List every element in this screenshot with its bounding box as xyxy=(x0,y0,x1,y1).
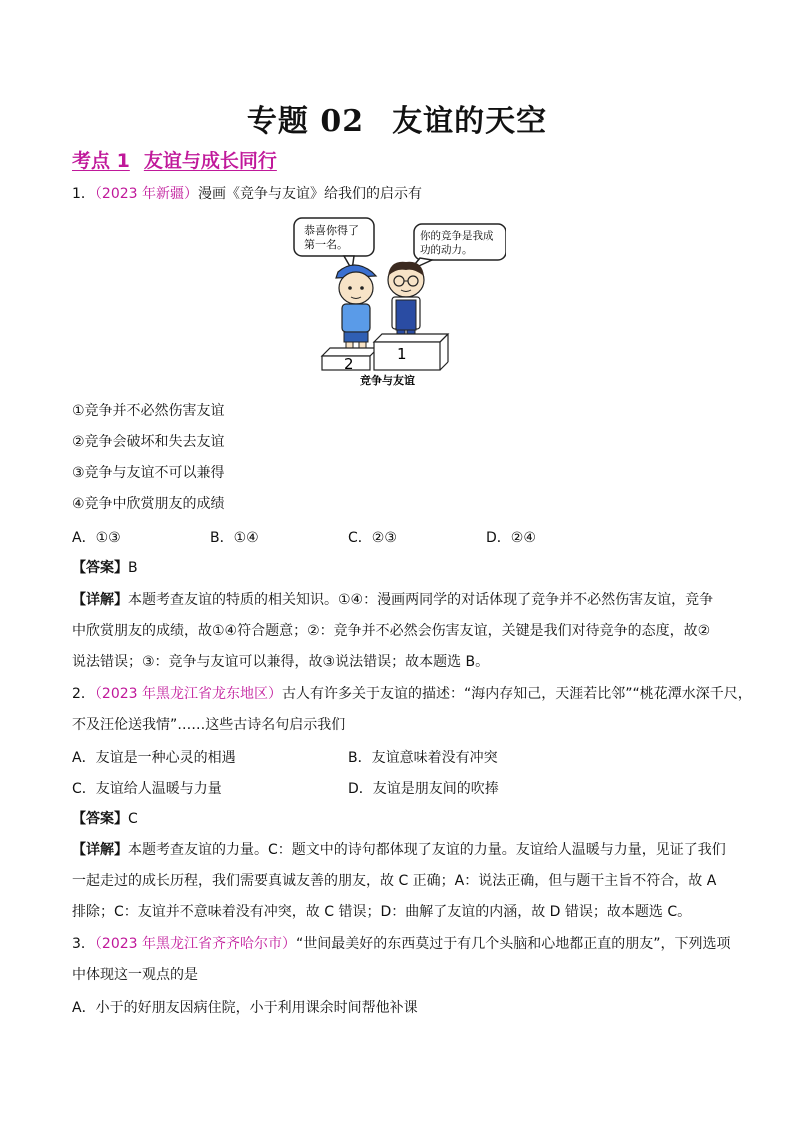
q2-answer-label: 【答案】 xyxy=(72,811,128,827)
q2-option-a: A．友谊是一种心灵的相遇 xyxy=(72,750,236,766)
q1-stem xyxy=(72,184,732,204)
q1-answer-label: 【答案】 xyxy=(72,560,128,576)
page-title xyxy=(0,96,794,140)
q1-statement-3: ③竞争与友谊不可以兼得 xyxy=(72,465,225,481)
title-prefix: 专题 xyxy=(246,104,309,139)
bubble-right-line-2: 功的动力。 xyxy=(420,244,473,256)
q2-detail-text-1: 本题考查友谊的力量。C：题文中的诗句都体现了友谊的力量。友谊给人温暖与力量，见证了我们 xyxy=(128,842,726,858)
q1-source: （2023 年新疆） xyxy=(94,186,199,202)
bubble-left-line-1: 恭喜你得了 xyxy=(304,224,359,237)
section-label: 考点 1 xyxy=(72,150,130,172)
q1-detail-line-2: 中欣赏朋友的成绩，故①④符合题意；②：竞争并不必然会伤害友谊，关键是我们对待竞争的态度，故② xyxy=(72,623,711,639)
q2-answer-value: C xyxy=(128,811,138,827)
q2-number: 2． xyxy=(72,686,95,702)
character-left xyxy=(336,265,376,356)
q1-answer xyxy=(72,558,732,578)
q1-option-c: C．②③ xyxy=(348,530,397,546)
q1-option-b: B．①④ xyxy=(210,530,259,546)
q1-statement-1: ①竞争并不必然伤害友谊 xyxy=(72,403,225,419)
q2-detail-label: 【详解】 xyxy=(72,842,128,858)
q2-option-d: D．友谊是朋友间的吹捧 xyxy=(348,781,499,797)
q1-statement-2: ②竞争会破坏和失去友谊 xyxy=(72,434,225,450)
section-heading xyxy=(72,146,277,173)
q3-stem-line-1 xyxy=(72,934,732,954)
q3-number: 3． xyxy=(72,936,95,952)
q2-stem-line-1 xyxy=(72,684,752,704)
q1-detail-text-1: 本题考查友谊的特质的相关知识。①④：漫画两同学的对话体现了竞争并不必然伤害友谊，竞争 xyxy=(128,592,714,608)
figure-caption: 竞争与友谊 xyxy=(360,374,415,386)
q2-detail-line-1 xyxy=(72,840,732,860)
q2-source: （2023 年黑龙江省龙东地区） xyxy=(94,686,283,702)
q3-stem-line-2: 中体现这一观点的是 xyxy=(72,967,198,983)
q3-source: （2023 年黑龙江省齐齐哈尔市） xyxy=(94,936,297,952)
q1-option-a: A．①③ xyxy=(72,530,121,546)
q2-detail-line-2: 一起走过的成长历程，我们需要真诚友善的朋友，故 C 正确；A：说法正确，但与题干主旨不符合，故 A xyxy=(72,873,717,889)
q2-option-c: C．友谊给人温暖与力量 xyxy=(72,781,222,797)
title-name: 友谊的天空 xyxy=(392,104,548,139)
q1-number: 1． xyxy=(72,186,95,202)
q1-stem-text: 漫画《竞争与友谊》给我们的启示有 xyxy=(198,186,423,202)
title-number: 02 xyxy=(320,104,365,139)
q1-option-d: D．②④ xyxy=(486,530,536,546)
podium xyxy=(322,334,448,370)
q2-answer xyxy=(72,809,732,829)
q2-stem-line-2: 不及汪伦送我情”……这些古诗名句启示我们 xyxy=(72,717,346,733)
q1-detail-label: 【详解】 xyxy=(72,592,128,608)
podium-label-2: 2 xyxy=(344,355,354,373)
q2-stem-text-1: 古人有许多关于友谊的描述：“海内存知己，天涯若比邻”“桃花潭水深千尺， xyxy=(282,686,752,702)
q2-detail-line-3: 排除；C：友谊并不意味着没有冲突，故 C 错误；D：曲解了友谊的内涵，故 D 错误；故本题选 C。 xyxy=(72,904,692,920)
q1-detail-line-3: 说法错误；③：竞争与友谊可以兼得，故③说法错误；故本题选 B。 xyxy=(72,654,490,670)
bubble-left-line-2: 第一名。 xyxy=(304,238,348,251)
bubble-right-line-1: 你的竞争是我成 xyxy=(420,230,494,242)
section-name: 友谊与成长同行 xyxy=(143,150,277,172)
q1-detail-line-1 xyxy=(72,590,732,610)
podium-label-1: 1 xyxy=(397,345,407,363)
q2-option-b: B．友谊意味着没有冲突 xyxy=(348,750,498,766)
q3-option-a: A．小于的好朋友因病住院，小于利用课余时间帮他补课 xyxy=(72,1000,418,1016)
q1-answer-value: B xyxy=(128,560,138,576)
cartoon-figure xyxy=(286,214,506,386)
q3-stem-text-1: “世间最美好的东西莫过于有几个头脑和心地都正直的朋友”，下列选项 xyxy=(296,936,731,952)
q1-statement-4: ④竞争中欣赏朋友的成绩 xyxy=(72,496,225,512)
